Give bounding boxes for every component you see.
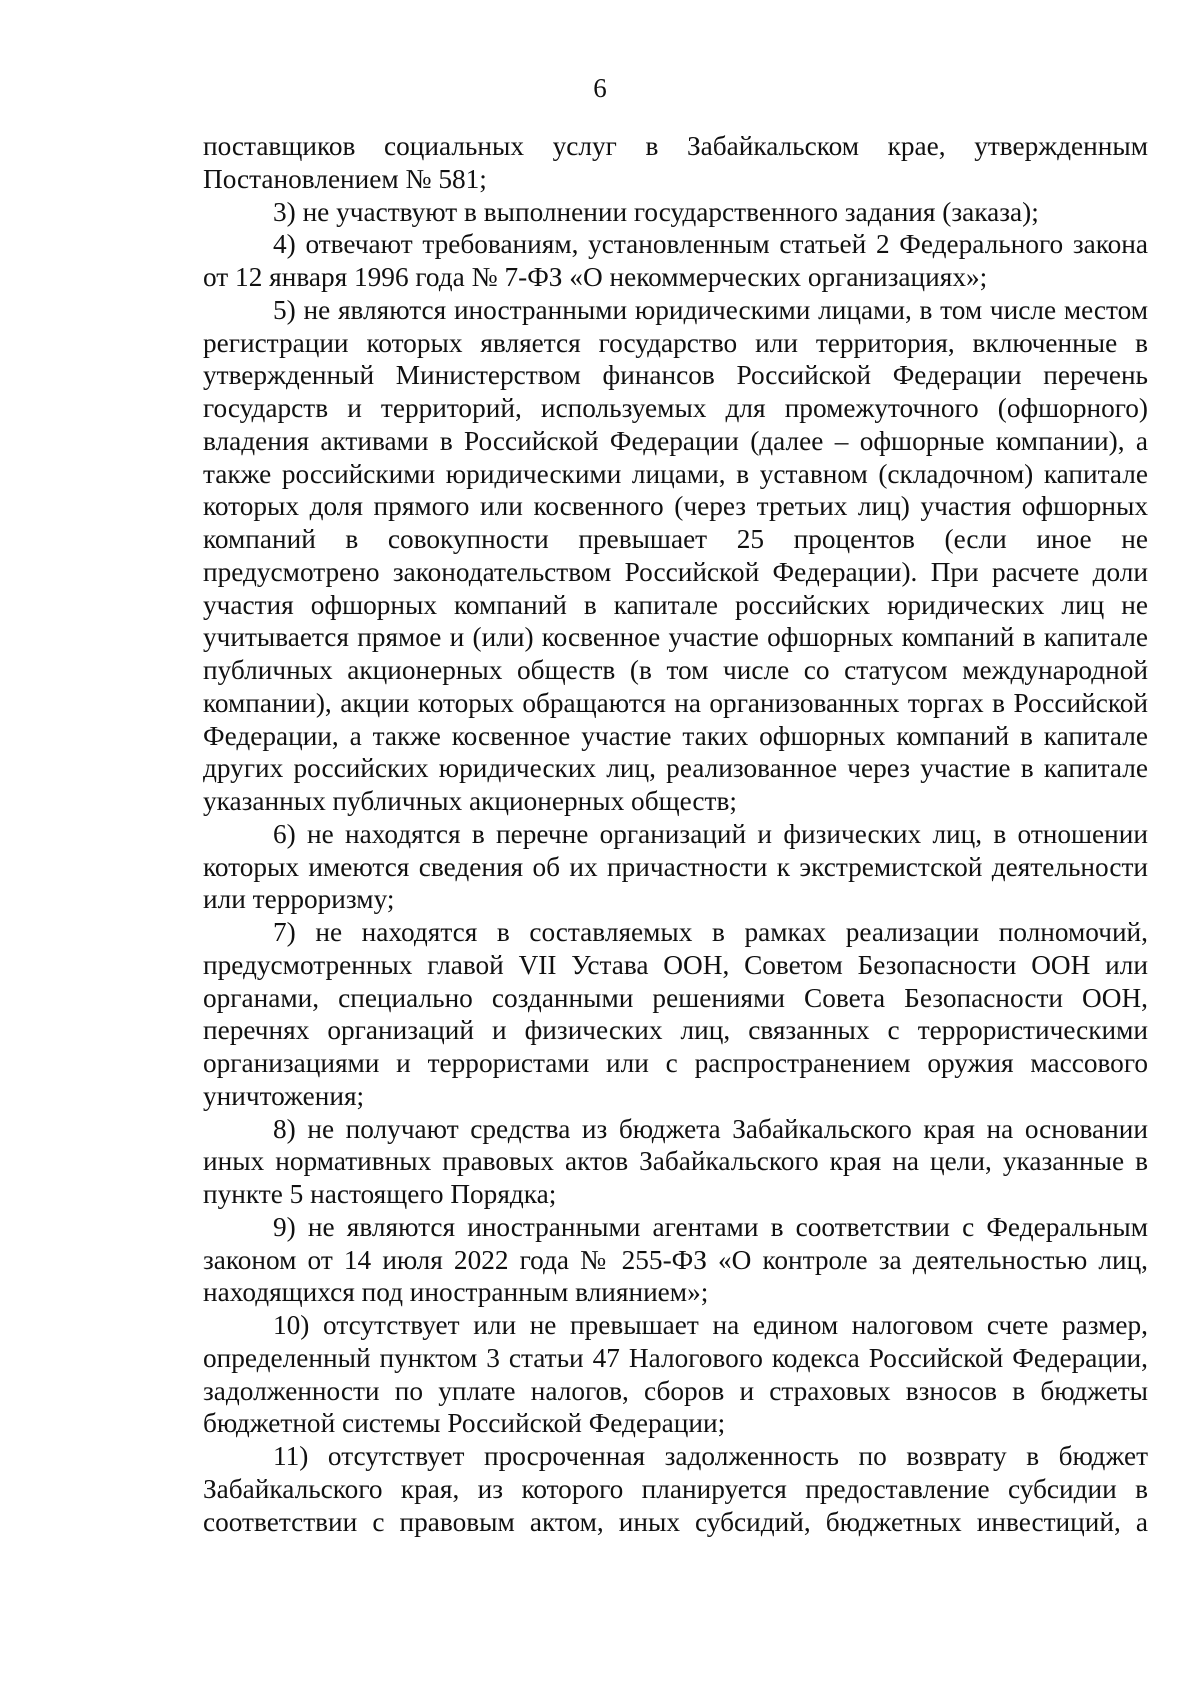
list-item-7: 7) не находятся в составляемых в рамках реализации полномочий, предусмотренных главой VII Устава ООН, Советом Безопасности ООН или органами, специально созданными решениями Совета Безопасности ООН, перечнях организаций и физических лиц, связанных с террористическими организациями и террористами или с распространением оружия массового уничтожения; [203,917,1148,1111]
paragraph-continuation: поставщиков социальных услуг в Забайкальском крае, утвержденным Постановлением № 581; [203,131,1148,194]
list-item-8: 8) не получают средства из бюджета Забайкальского края на основании иных нормативных правовых актов Забайкальского края на цели, указанные в пункте 5 настоящего Порядка; [203,1113,1148,1209]
list-item-11: 11) отсутствует просроченная задолженность по возврату в бюджет Забайкальского края, из которого планируется предоставление субсидии в соответствии с правовым актом, иных субсидий, бюджетных инвестиций, а [203,1441,1148,1537]
list-item-3: 3) не участвуют в выполнении государственного задания (заказа); [273,196,1039,227]
list-item-10: 10) отсутствует или не превышает на едином налоговом счете размер, определенный пунктом 3 статьи 47 Налогового кодекса Российской Федерации, задолженности по уплате налогов, сборов и страховых взносов в бюджеты бюджетной системы Российской Федерации; [203,1310,1148,1439]
document-body [203,130,1148,1538]
list-item-6: 6) не находятся в перечне организаций и физических лиц, в отношении которых имеются сведения об их причастности к экстремистской деятельности или терроризму; [203,818,1148,915]
list-item-9: 9) не являются иностранными агентами в соответствии с Федеральным законом от 14 июля 2022 года № 255-ФЗ «О контроле за деятельностью лиц, находящихся под иностранным влиянием»; [203,1211,1148,1308]
list-item-5: 5) не являются иностранными юридическими лицами, в том числе местом регистрации которых является государство или территория, включенные в утвержденный Министерством финансов Российской Федерации перечень государств и территорий, используемых для промежуточного (офшорного) владения активами в Российской Федерации (далее – офшорные компании), а также российскими юридическими лицами, в уставном (складочном) капитале которых доля прямого или косвенного (через третьих лиц) участия офшорных компаний в совокупности превышает 25 процентов (если иное не предусмотрено законодательством Российской Федерации). При расчете доли участия офшорных компаний в капитале российских юридических лиц не учитывается прямое и (или) косвенное участие офшорных компаний в капитале публичных акционерных обществ (в том числе со статусом международной компании), акции которых обращаются на организованных торгах в Российской Федерации, а также косвенное участие таких офшорных компаний в капитале других российских юридических лиц, реализованное через участие в капитале указанных публичных акционерных обществ; [203,294,1148,816]
page-number: 6 [593,73,607,103]
list-item-4: 4) отвечают требованиям, установленным статьей 2 Федерального закона от 12 января 1996 года № 7-ФЗ «О некоммерческих организациях»; [203,229,1148,292]
